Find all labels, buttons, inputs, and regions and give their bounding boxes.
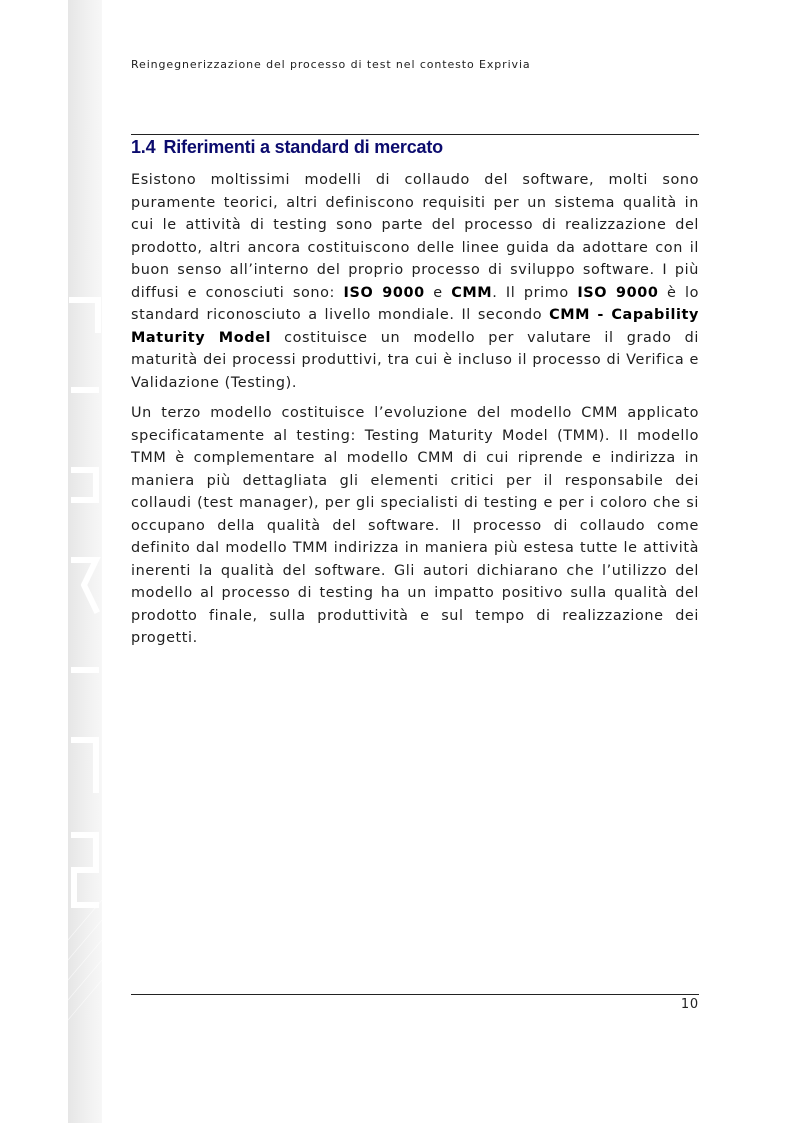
footer-divider	[131, 994, 699, 995]
side-watermark-logo	[68, 0, 102, 1123]
paragraph-1-text-c: . Il primo	[492, 284, 578, 301]
paragraph-2: Un terzo modello costituisce l’evoluzione del modello CMM applicato specificatamente al testing: Testing Maturity Model (TMM). Il modello TMM è complementare al modello CMM di cui riprende e indirizza in maniera più dettagliata gli elementi critici per il responsabile dei collaudi (test manager), per gli specialisti di testing e per i coloro che si occupano della qualità del software. Il processo di collaudo come definito dal modello TMM indirizza in maniera più estesa tutte le attività inerenti la qualità del software. Gli autori dichiarano che l’utilizzo del modello al processo di testing ha un impatto positivo sulla qualità del prodotto finale, sulla produttività e sul tempo di realizzazione dei progetti.	[131, 405, 699, 646]
term-iso-9000-second: ISO 9000	[577, 284, 659, 301]
page-number: 10	[680, 997, 699, 1012]
term-cmm: CMM	[451, 284, 493, 301]
paragraph-1-text-e: costituisce un modello per valutare il grado di maturità dei processi produttivi, tra cui è incluso il processo di Verifica e Validazione (Testing).	[131, 329, 699, 391]
paragraph-1-text-a: Esistono moltissimi modelli di collaudo del software, molti sono puramente teorici, altri definiscono requisiti per un sistema qualità in cui le attività di testing sono parte del processo di realizzazione del prodotto, altri ancora costituiscono delle linee guida da adottare con il buon senso all’interno del proprio processo di sviluppo software. I più diffusi e conosciuti sono:	[131, 172, 699, 301]
paragraph-1-text-d: è lo standard riconosciuto a livello mondiale. Il secondo	[131, 284, 699, 323]
paragraph-1-text-b: e	[424, 284, 452, 301]
term-cmm-capability-maturity-model: CMM - Capability Maturity Model	[131, 307, 700, 346]
paragraph-1	[131, 169, 699, 394]
running-header: Reingegnerizzazione del processo di test nel contesto Exprivia	[131, 58, 531, 71]
section-number: 1.4	[131, 137, 156, 157]
side-watermark-band	[68, 0, 102, 1123]
section-title: Riferimenti a standard di mercato	[163, 137, 443, 157]
section-heading	[131, 137, 443, 158]
heading-divider	[131, 134, 699, 135]
term-iso-9000: ISO 9000	[343, 284, 425, 301]
body-text	[131, 169, 699, 658]
